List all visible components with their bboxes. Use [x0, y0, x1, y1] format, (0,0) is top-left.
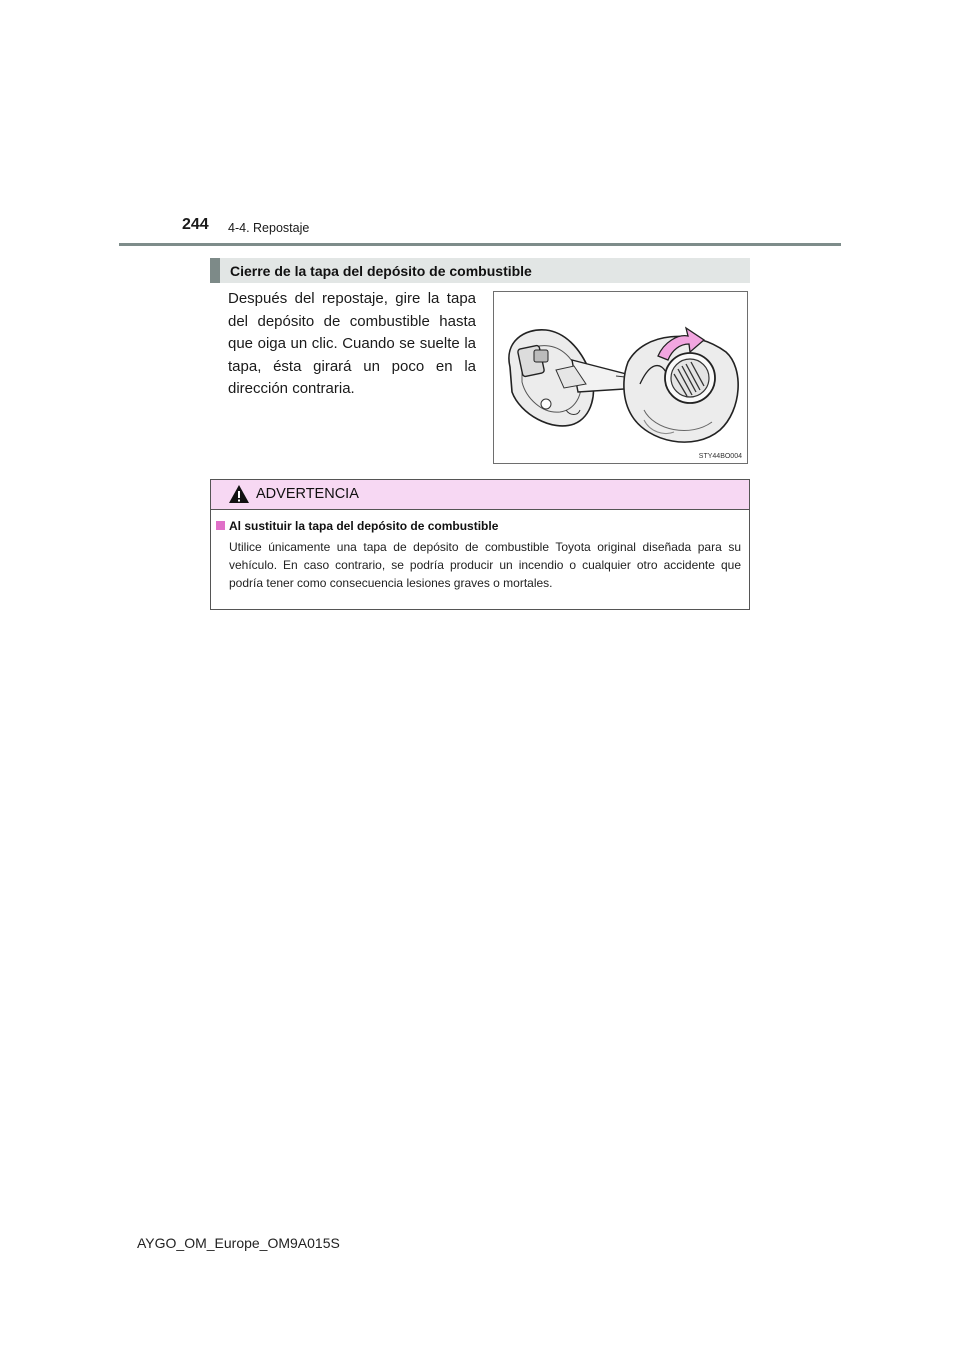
- warning-title: ADVERTENCIA: [256, 486, 359, 502]
- warning-box: [210, 479, 750, 610]
- section-label: 4-4. Repostaje: [228, 221, 310, 235]
- warning-subtitle: Al sustituir la tapa del depósito de combustible: [229, 519, 499, 533]
- instruction-paragraph: Después del repostaje, gire la tapa del depósito de combustible hasta que oiga un clic. Cuando se suelte la tapa, ésta girará un poco en la dirección contraria.: [228, 290, 476, 398]
- header-rule: [119, 243, 841, 246]
- document-id: AYGO_OM_Europe_OM9A015S: [137, 1235, 340, 1251]
- warning-header: [211, 480, 749, 510]
- warning-triangle-icon: [228, 483, 250, 505]
- warning-text: Utilice únicamente una tapa de depósito de combustible Toyota original diseñada para su vehículo. En caso contrario, se podría producir un incendio o cualquier otro accidente que podría tener como consecuencia lesiones graves o mortales.: [229, 540, 741, 590]
- bullet-square-icon: [216, 521, 225, 530]
- fuel-cap-illustration: [493, 291, 748, 464]
- figure-code: STY44BO004: [698, 453, 742, 460]
- section-bar-accent: [210, 258, 220, 283]
- page-number: 244: [182, 216, 209, 233]
- fuel-cap-drawing: [494, 292, 747, 463]
- section-title: Cierre de la tapa del depósito de combustible: [230, 262, 532, 279]
- section-title-bar: [210, 258, 750, 283]
